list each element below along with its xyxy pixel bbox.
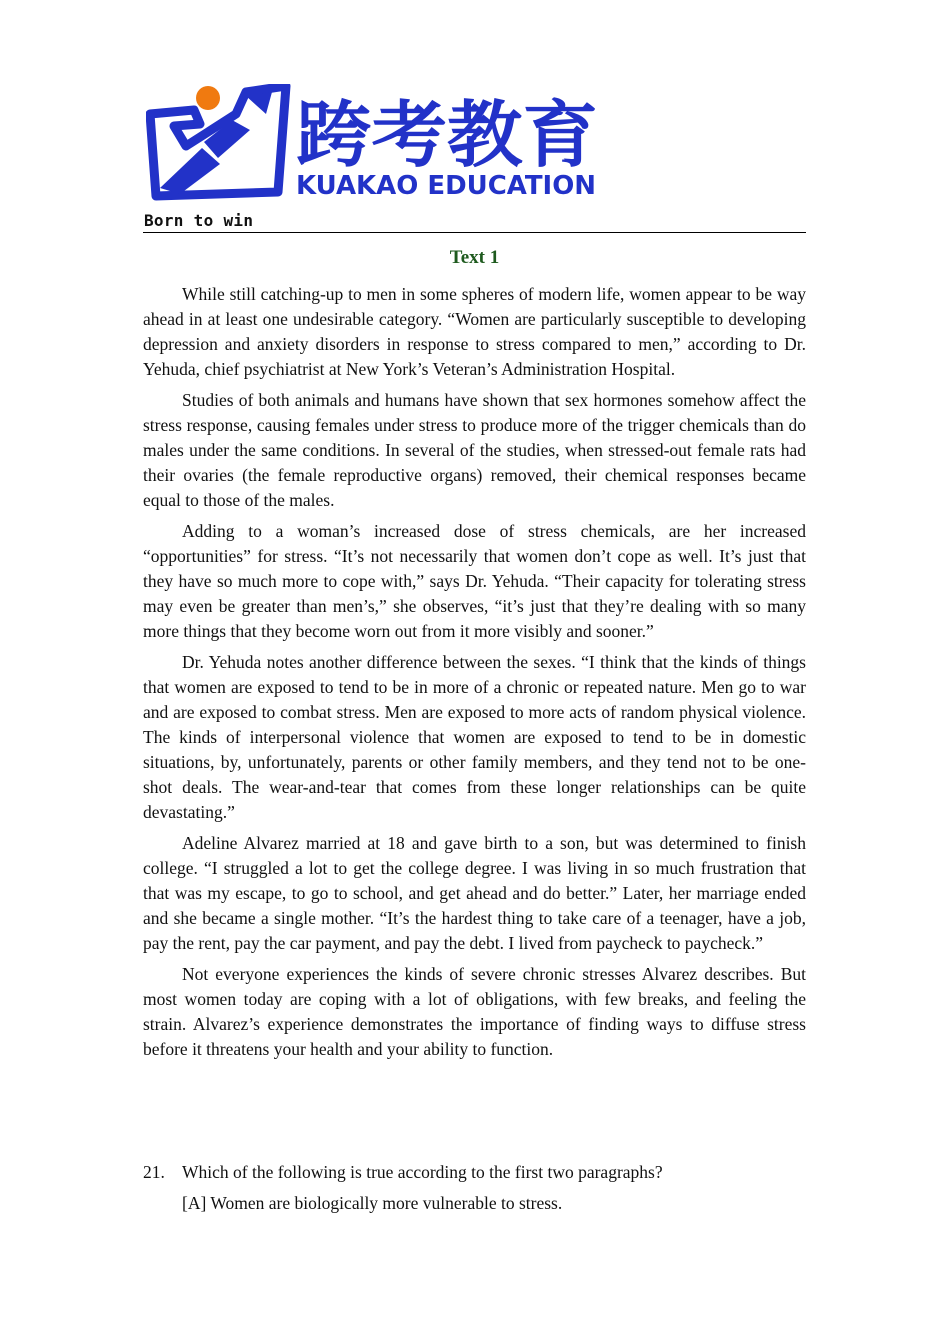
passage bbox=[143, 282, 806, 1068]
logo-emblem-icon bbox=[150, 86, 286, 196]
paragraph-2: Studies of both animals and humans have shown that sex hormones somehow affect the stress response, causing females under stress to produce more of the trigger chemicals than do males under the same conditions. In several of the studies, when stressed-out female rats had their ovaries (the female reproductive organs) removed, their chemical responses became equal to those of the males. bbox=[143, 390, 806, 510]
text-title: Text 1 bbox=[449, 247, 500, 268]
paragraph-6: Not everyone experiences the kinds of severe chronic stresses Alvarez describes. But most women today are coping with a lot of obligations, with few breaks, and feeling the strain. Alvarez’s experience demonstrates the importance of finding ways to diffuse stress before it threatens your health and your ability to function. bbox=[143, 964, 806, 1059]
tagline: Born to win bbox=[144, 211, 254, 230]
question-text: Which of the following is true according to the first two paragraphs? bbox=[182, 1162, 663, 1182]
question-21 bbox=[143, 1160, 806, 1216]
kuakao-logo bbox=[146, 84, 606, 206]
option-a: [A] Women are biologically more vulnerable to stress. bbox=[182, 1193, 563, 1213]
paragraph-4: Dr. Yehuda notes another difference between the sexes. “I think that the kinds of things that women are exposed to tend to be in more of a chronic or repeated nature. Men go to war and are exposed to combat stress. Men are exposed to more acts of random physical violence. The kinds of interpersonal violence that women are exposed to tend to be in domestic situations, by, unfortunately, parents or other family members, and they tend not to be one-shot deals. The wear-and-tear that comes from these longer relationships can be quite devastating.” bbox=[143, 652, 806, 822]
logo-cn-text: 跨考教育 bbox=[296, 93, 598, 177]
paragraph-1: While still catching-up to men in some spheres of modern life, women appear to be way ahead in at least one undesirable category. “Women are particularly susceptible to developing depression and anxiety disorders in response to stress compared to men,” according to Dr. Yehuda, chief psychiatrist at New York’s Veteran’s Administration Hospital. bbox=[143, 284, 806, 379]
paragraph-5: Adeline Alvarez married at 18 and gave birth to a son, but was determined to finish college. “I struggled a lot to get the college degree. I was living in so much frustration that that was my escape, to go to school, and get ahead and do better.” Later, her marriage ended and she became a single mother. “It’s the hardest thing to take care of a teenager, have a job, pay the rent, pay the car payment, and pay the debt. I lived from paycheck to paycheck.” bbox=[143, 833, 806, 953]
logo-dot-icon bbox=[196, 86, 220, 110]
question-stem bbox=[143, 1160, 806, 1185]
paragraph-3: Adding to a woman’s increased dose of stress chemicals, are her increased “opportunities” for stress. “It’s not necessarily that women don’t cope as well. It’s just that they have so much more to cope with,” says Dr. Yehuda. “Their capacity for tolerating stress may even be greater than men’s,” she observes, “it’s just that they’re dealing with so many more things that they become worn out from it more visibly and sooner.” bbox=[143, 521, 806, 641]
logo-en-text: KUAKAO EDUCATION bbox=[296, 171, 596, 201]
question-number: 21. bbox=[143, 1162, 165, 1182]
header-divider bbox=[143, 232, 806, 233]
